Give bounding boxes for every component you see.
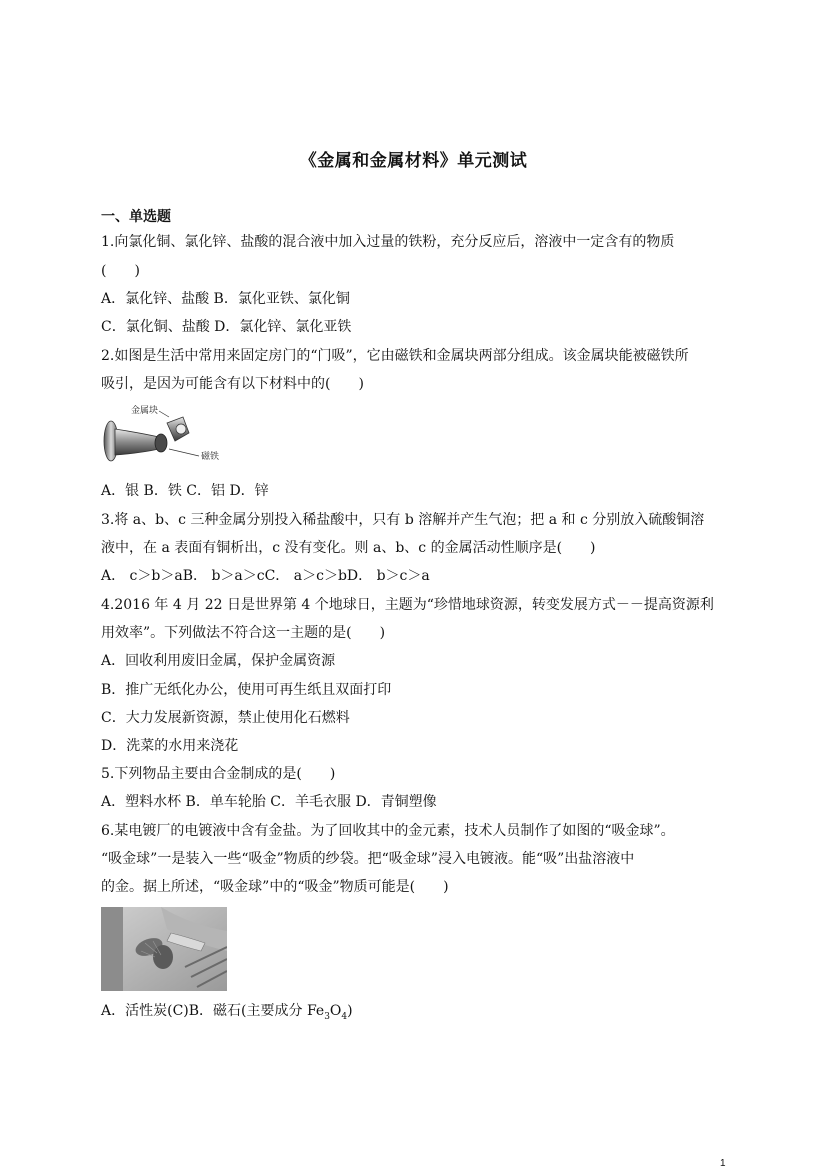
page-number: 1 (720, 1158, 726, 1169)
q6-stem-line1: 6.某电镀厂的电镀液中含有金盐。为了回收其中的金元素，技术人员制作了如图的“吸金球”。 (101, 823, 675, 839)
q6-options (101, 1002, 353, 1026)
q3-stem-line2: 液中，在 a 表面有铜析出，c 没有变化。则 a、b、c 的金属活动性顺序是( ) (101, 540, 596, 556)
door-stopper-figure (101, 403, 231, 465)
figure-label-magnet: 磁铁 (201, 452, 220, 462)
q4-stem-line2: 用效率”。下列做法不符合这一主题的是( ) (101, 625, 386, 641)
q4-option-b: B．推广无纸化办公，使用可再生纸且双面打印 (101, 682, 392, 698)
oxygen-symbol: O (329, 1003, 342, 1019)
q6-stem-line3: 的金。据上所述，“吸金球”中的“吸金”物质可能是( ) (101, 879, 449, 895)
q3-options: A． c＞b＞aB． b＞a＞cC． a＞c＞bD． b＞c＞a (101, 568, 430, 584)
figure-label-metal-block: 金属块 (131, 406, 159, 416)
subscript-3: 3 (324, 1011, 330, 1022)
q4-option-a: A．回收利用废旧金属，保护金属资源 (101, 653, 336, 669)
close-paren: ) (347, 1003, 353, 1019)
q5-stem: 5.下列物品主要由合金制成的是( ) (101, 766, 336, 782)
q2-stem-line2: 吸引，是因为可能含有以下材料中的( ) (101, 376, 364, 392)
subscript-4: 4 (341, 1011, 348, 1022)
q3-stem-line1: 3.将 a、b、c 三种金属分别投入稀盐酸中，只有 b 溶解并产生气泡；把 a 和 c 分别放入硫酸铜溶 (101, 512, 705, 528)
q2-stem-line1: 2.如图是生活中常用来固定房门的“门吸”，它由磁铁和金属块两部分组成。该金属块能被磁铁所 (101, 348, 689, 364)
q1-options-line2: C．氯化铜、盐酸 D．氯化锌、氯化亚铁 (101, 319, 352, 335)
section-heading: 一、单选题 (101, 209, 171, 225)
q4-stem-line1: 4.2016 年 4 月 22 日是世界第 4 个地球日，主题为“珍惜地球资源，转变发展方式－－提高资源利 (101, 597, 714, 613)
q6-stem-line2: “吸金球”一是装入一些“吸金”物质的纱袋。把“吸金球”浸入电镀液。能“吸”出盐溶液中 (101, 851, 635, 867)
q4-option-d: D．洗菜的水用来浇花 (101, 738, 239, 754)
q1-stem-line2: ( ) (101, 263, 140, 279)
q4-option-c: C．大力发展新资源，禁止使用化石燃料 (101, 710, 350, 726)
q2-options: A．银 B．铁 C．铝 D．锌 (101, 483, 269, 499)
q1-options-line1: A．氯化锌、盐酸 B．氯化亚铁、氯化铜 (101, 291, 350, 307)
gold-absorbing-ball-photo (101, 907, 227, 991)
page-title: 《金属和金属材料》单元测试 (299, 151, 528, 171)
q1-stem-line1: 1.向氯化铜、氯化锌、盐酸的混合液中加入过量的铁粉，充分反应后，溶液中一定含有的物质 (101, 234, 675, 250)
q6-options-text: A．活性炭(C)B．磁石(主要成分 Fe (101, 1003, 325, 1019)
q5-options: A．塑料水杯 B．单车轮胎 C．羊毛衣服 D．青铜塑像 (101, 794, 437, 810)
